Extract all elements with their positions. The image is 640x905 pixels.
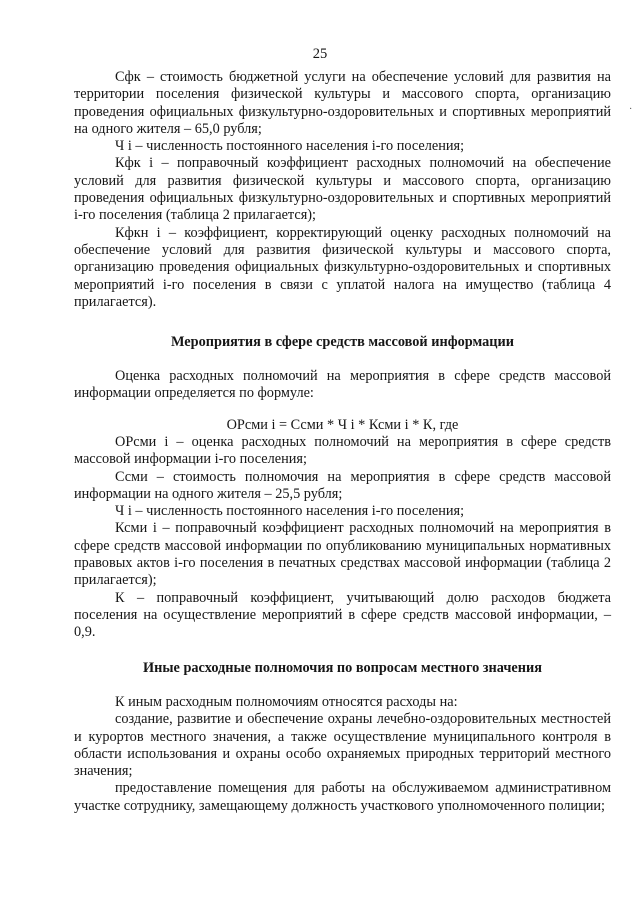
page-number: 25 xyxy=(312,46,328,62)
media-def-orsmi: ОРсми i – оценка расходных полномочий на мероприятия в сфере средств массовой информации i-го поселения; xyxy=(74,434,611,468)
other-definitions xyxy=(74,694,611,815)
sport-def-sfk: Сфк – стоимость бюджетной услуги на обеспечение условий для развития на территории поселения физической культуры и массового спорта, организацию проведения официальных физкультурно-оздоровительных и спортивных мероприятий на одного жителя – 65,0 рубля; xyxy=(74,69,611,137)
media-section-heading: Мероприятия в сфере средств массовой информации xyxy=(171,334,514,350)
other-intro: К иным расходным полномочиям относятся расходы на: xyxy=(115,694,458,710)
media-def-k: К – поправочный коэффициент, учитывающий долю расходов бюджета поселения на осуществление мероприятий в сфере средств массовой информации, – 0,9. xyxy=(74,589,611,641)
sport-definitions xyxy=(74,69,611,311)
other-section-heading: Иные расходные полномочия по вопросам местного значения xyxy=(143,660,542,676)
media-formula: ОРсми i = Ссми * Ч i * Ксми i * К, где xyxy=(226,417,459,433)
scan-edge-mark: · xyxy=(629,104,633,115)
other-item-resorts: создание, развитие и обеспечение охраны лечебно-оздоровительных местностей и курортов местного значения, а также осуществление муниципального контроля в области использования и охраны особо охраняемых природных территорий местного значения; xyxy=(74,711,611,780)
media-def-ksmi: Ксми i – поправочный коэффициент расходных полномочий на мероприятия в сфере средств массовой информации по опубликованию муниципальных нормативных правовых актов i-го поселения в печатных средствах массовой информации (таблица 2 прилагается); xyxy=(74,520,611,589)
other-item-police: предоставление помещения для работы на обслуживаемом административном участке сотруднику, замещающему должность участкового уполномоченного полиции; xyxy=(74,780,611,814)
media-definitions xyxy=(74,434,611,642)
media-intro: Оценка расходных полномочий на мероприятия в сфере средств массовой информации определяется по формуле: xyxy=(74,368,611,402)
sport-def-population: Ч i – численность постоянного населения i-го поселения; xyxy=(115,138,465,155)
sport-def-kfkn: Кфкн i – коэффициент, корректирующий оценку расходных полномочий на обеспечение условий для развития физической культуры и массового спорта, организацию проведения официальных физкультурно-оздоровительных и спортивных мероприятий i-го поселения в связи с уплатой налога на имущество (таблица 4 прилагается). xyxy=(74,224,611,310)
media-def-ssmi: Ссми – стоимость полномочия на мероприятия в сфере средств массовой информации на одного жителя – 25,5 рубля; xyxy=(74,468,611,502)
media-def-population: Ч i – численность постоянного населения i-го поселения; xyxy=(115,503,465,520)
sport-def-kfk: Кфк i – поправочный коэффициент расходных полномочий на обеспечение условий для развития физической культуры и массового спорта, организацию проведения официальных физкультурно-оздоровительных и спортивных мероприятий i-го поселения (таблица 2 прилагается); xyxy=(74,155,611,224)
media-intro-block xyxy=(74,368,611,403)
